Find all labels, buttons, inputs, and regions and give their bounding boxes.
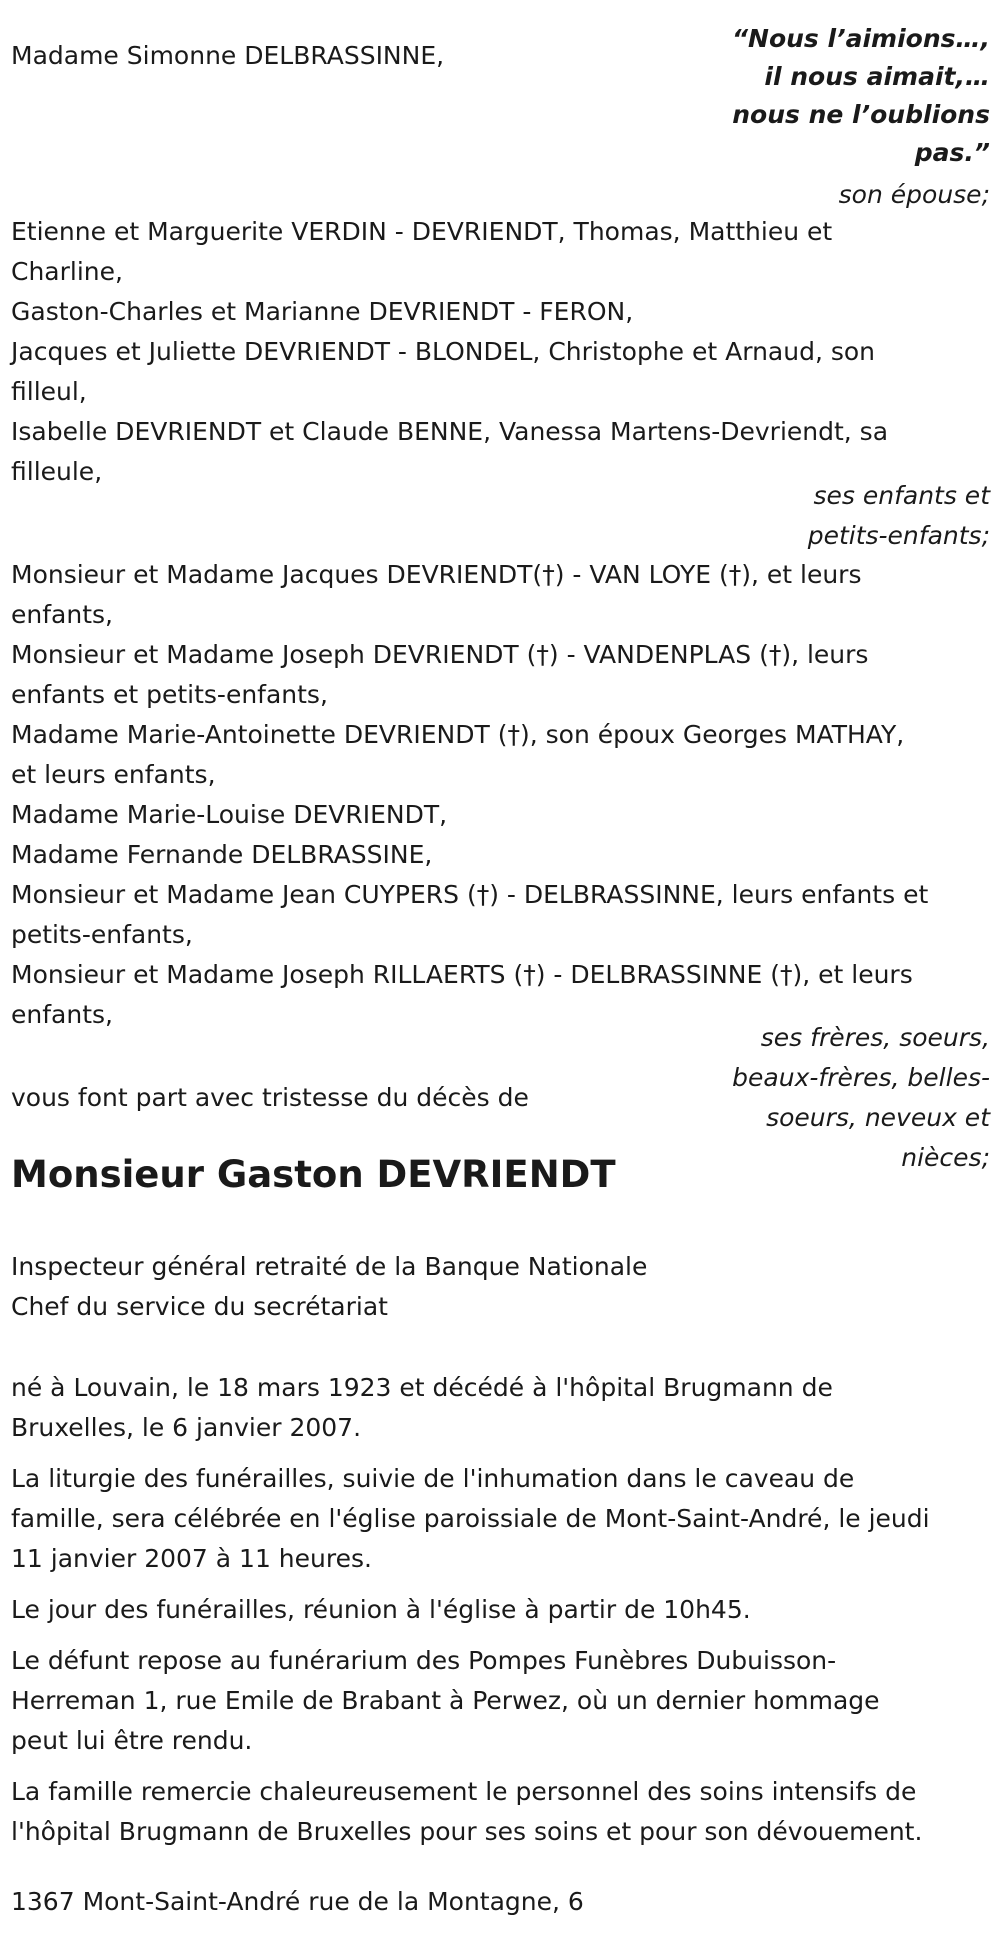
family-line: filleule, — [11, 457, 103, 486]
children-role — [690, 476, 990, 556]
announcement-text: vous font part avec tristesse du décès de — [11, 1083, 529, 1112]
role-line: ses frères, soeurs, — [760, 1023, 990, 1052]
paragraph-line: famille, sera célébrée en l'église paroissiale de Mont-Saint-André, le jeudi — [11, 1504, 930, 1533]
family-line: et leurs enfants, — [11, 760, 216, 789]
family-line: Charline, — [11, 257, 123, 286]
funeral-paragraph — [11, 1459, 991, 1579]
thanks-paragraph — [11, 1772, 991, 1852]
family-line: filleul, — [11, 377, 87, 406]
family-line: Gaston-Charles et Marianne DEVRIENDT - FERON, — [11, 297, 634, 326]
family-line: enfants et petits-enfants, — [11, 680, 328, 709]
family-line: Monsieur et Madame Jean CUYPERS (†) - DELBRASSINNE, leurs enfants et — [11, 880, 929, 909]
family-line: Madame Fernande DELBRASSINE, — [11, 840, 433, 869]
funeral-home-paragraph — [11, 1641, 991, 1761]
family-line: Madame Marie-Antoinette DEVRIENDT (†), son époux Georges MATHAY, — [11, 720, 905, 749]
paragraph-line: Bruxelles, le 6 janvier 2007. — [11, 1413, 362, 1442]
spouse-role: son épouse; — [838, 180, 990, 209]
address: 1367 Mont-Saint-André rue de la Montagne, 6 — [11, 1887, 584, 1916]
family-line: Monsieur et Madame Joseph RILLAERTS (†) - DELBRASSINNE (†), et leurs — [11, 960, 913, 989]
role-line: ses enfants et — [813, 481, 990, 510]
paragraph-line: l'hôpital Brugmann de Bruxelles pour ses soins et pour son dévouement. — [11, 1817, 923, 1846]
family-line: enfants, — [11, 1000, 113, 1029]
family-line: Isabelle DEVRIENDT et Claude BENNE, Vanessa Martens-Devriendt, sa — [11, 417, 889, 446]
family-line: Monsieur et Madame Joseph DEVRIENDT (†) - VANDENPLAS (†), leurs — [11, 640, 869, 669]
children-list — [11, 212, 991, 492]
paragraph-line: 11 janvier 2007 à 11 heures. — [11, 1544, 372, 1573]
paragraph-line: Le jour des funérailles, réunion à l'église à partir de 10h45. — [11, 1595, 751, 1624]
deceased-titles — [11, 1247, 991, 1327]
siblings-role — [690, 1018, 990, 1178]
quote-line: pas.” — [914, 138, 990, 167]
role-line: nièces; — [901, 1143, 990, 1172]
paragraph-line: Herreman 1, rue Emile de Brabant à Perwez, où un dernier hommage — [11, 1686, 880, 1715]
family-line: enfants, — [11, 600, 113, 629]
quote-line: il nous aimait,… — [764, 62, 990, 91]
title-line: Chef du service du secrétariat — [11, 1292, 388, 1321]
role-line: petits-enfants; — [807, 521, 990, 550]
title-line: Inspecteur général retraité de la Banque Nationale — [11, 1252, 648, 1281]
role-line: beaux-frères, belles- — [732, 1063, 990, 1092]
quote-line: “Nous l’aimions…, — [731, 24, 990, 53]
family-line: Monsieur et Madame Jacques DEVRIENDT(†) - VAN LOYE (†), et leurs — [11, 560, 862, 589]
family-line: petits-enfants, — [11, 920, 193, 949]
quote-line: nous ne l’oublions — [732, 100, 990, 129]
role-line: soeurs, neveux et — [766, 1103, 990, 1132]
paragraph-line: Le défunt repose au funérarium des Pompes Funèbres Dubuisson- — [11, 1646, 837, 1675]
spouse-name: Madame Simonne DELBRASSINNE, — [11, 41, 445, 70]
siblings-list — [11, 555, 991, 1035]
family-line: Jacques et Juliette DEVRIENDT - BLONDEL, Christophe et Arnaud, son — [11, 337, 876, 366]
birth-death-paragraph — [11, 1368, 991, 1448]
family-line: Madame Marie-Louise DEVRIENDT, — [11, 800, 448, 829]
epigraph-quote — [690, 20, 990, 172]
paragraph-line: La liturgie des funérailles, suivie de l'inhumation dans le caveau de — [11, 1464, 855, 1493]
gathering-paragraph — [11, 1590, 991, 1630]
paragraph-line: La famille remercie chaleureusement le personnel des soins intensifs de — [11, 1777, 917, 1806]
paragraph-line: peut lui être rendu. — [11, 1726, 253, 1755]
family-line: Etienne et Marguerite VERDIN - DEVRIENDT, Thomas, Matthieu et — [11, 217, 833, 246]
paragraph-line: né à Louvain, le 18 mars 1923 et décédé à l'hôpital Brugmann de — [11, 1373, 833, 1402]
deceased-name: Monsieur Gaston DEVRIENDT — [11, 1153, 616, 1196]
